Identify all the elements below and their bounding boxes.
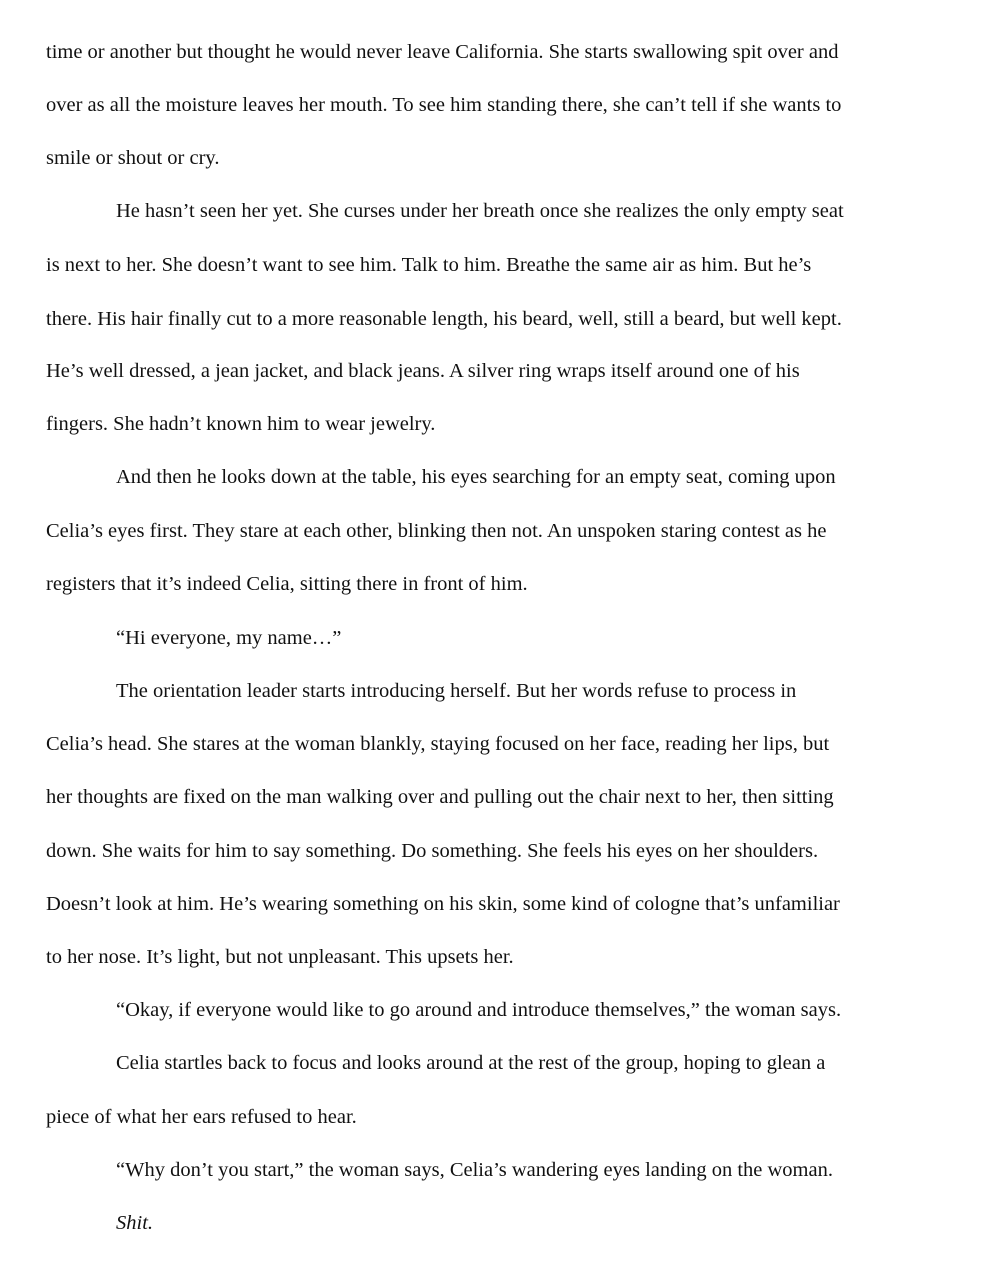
italic-line: Shit.	[116, 1212, 154, 1234]
text-line: smile or shout or cry.	[46, 147, 220, 169]
dialogue-line: “Why don’t you start,” the woman says, Celia’s wandering eyes landing on the woman.	[116, 1159, 833, 1181]
text-line: Celia’s eyes first. They stare at each other, blinking then not. An unspoken staring contest as he	[46, 520, 827, 542]
text-line: fingers. She hadn’t known him to wear jewelry.	[46, 413, 436, 435]
text-line: is next to her. She doesn’t want to see him. Talk to him. Breathe the same air as him. But he’s	[46, 254, 812, 276]
text-line: there. His hair finally cut to a more reasonable length, his beard, well, still a beard, but well kept.	[46, 308, 842, 330]
paragraph-first-line: And then he looks down at the table, his eyes searching for an empty seat, coming upon	[116, 466, 836, 488]
dialogue-line: “Hi everyone, my name…”	[116, 627, 342, 649]
text-line: piece of what her ears refused to hear.	[46, 1106, 357, 1128]
text-line: over as all the moisture leaves her mouth. To see him standing there, she can’t tell if she wants to	[46, 94, 842, 116]
paragraph-first-line: He hasn’t seen her yet. She curses under her breath once she realizes the only empty seat	[116, 200, 844, 222]
text-line: to her nose. It’s light, but not unpleasant. This upsets her.	[46, 946, 514, 968]
text-line: her thoughts are fixed on the man walking over and pulling out the chair next to her, then sitting	[46, 786, 834, 808]
dialogue-line: “Okay, if everyone would like to go around and introduce themselves,” the woman says.	[116, 999, 842, 1021]
text-line: down. She waits for him to say something. Do something. She feels his eyes on her shoulders.	[46, 840, 819, 862]
paragraph-first-line: The orientation leader starts introducing herself. But her words refuse to process in	[116, 680, 797, 702]
text-line: He’s well dressed, a jean jacket, and black jeans. A silver ring wraps itself around one of his	[46, 360, 800, 382]
text-line: time or another but thought he would never leave California. She starts swallowing spit over and	[46, 41, 839, 63]
paragraph-first-line: Celia startles back to focus and looks around at the rest of the group, hoping to glean a	[116, 1052, 826, 1074]
text-line: Celia’s head. She stares at the woman blankly, staying focused on her face, reading her lips, but	[46, 733, 830, 755]
text-line: Doesn’t look at him. He’s wearing something on his skin, some kind of cologne that’s unfamiliar	[46, 893, 840, 915]
text-line: registers that it’s indeed Celia, sitting there in front of him.	[46, 573, 528, 595]
document-page	[46, 0, 946, 1276]
